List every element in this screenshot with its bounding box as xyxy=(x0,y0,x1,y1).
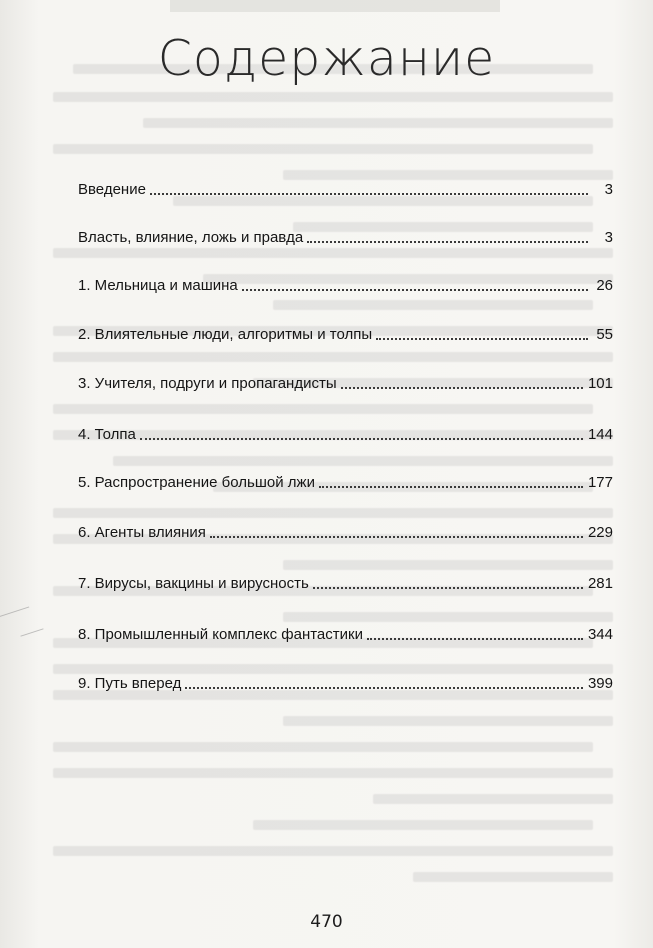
toc-entry[interactable] xyxy=(78,368,613,392)
toc-entry-title: 6. Агенты влияния xyxy=(78,524,206,541)
toc-entry-page: 144 xyxy=(587,426,613,443)
toc-entry-title: 4. Толпа xyxy=(78,426,136,443)
toc-entry[interactable] xyxy=(78,467,613,491)
toc-entry-page: 399 xyxy=(587,675,613,692)
toc-entry[interactable] xyxy=(78,319,613,343)
toc-entry[interactable] xyxy=(78,668,613,692)
toc-entry-page: 55 xyxy=(596,326,613,343)
toc-leader-dots xyxy=(367,620,583,640)
toc-leader-dots xyxy=(210,518,583,538)
toc-leader-dots xyxy=(307,223,588,243)
toc-leader-dots xyxy=(140,420,583,440)
toc-entry-title: 3. Учителя, подруги и пропагандисты xyxy=(78,375,337,392)
toc-entry-page: 101 xyxy=(587,375,613,392)
toc-leader-dots xyxy=(185,669,583,689)
toc-entry-page: 229 xyxy=(587,524,613,541)
top-edge-shadow xyxy=(170,0,500,12)
toc-leader-dots xyxy=(242,271,588,291)
toc-entry[interactable] xyxy=(78,568,613,592)
toc-entry[interactable] xyxy=(78,419,613,443)
toc-entry[interactable] xyxy=(78,517,613,541)
toc-entry-page: 344 xyxy=(587,626,613,643)
toc-entry-page: 177 xyxy=(587,474,613,491)
toc-entry-title: 1. Мельница и машина xyxy=(78,277,238,294)
toc-entry-page: 3 xyxy=(604,181,613,198)
toc-entry-page: 281 xyxy=(587,575,613,592)
toc-entry-title: 9. Путь вперед xyxy=(78,675,182,692)
page-number: 470 xyxy=(310,912,343,932)
page-title: Содержание xyxy=(157,30,496,87)
scan-edge-mark xyxy=(0,606,29,618)
toc-leader-dots xyxy=(319,468,583,488)
toc-entry-title: 8. Промышленный комплекс фантастики xyxy=(78,626,363,643)
toc-leader-dots xyxy=(376,320,588,340)
toc-entry-page: 26 xyxy=(596,277,613,294)
toc-entry[interactable] xyxy=(78,174,613,198)
toc-entry-page: 3 xyxy=(604,229,613,246)
toc-leader-dots xyxy=(313,569,583,589)
toc-entry-title: 2. Влиятельные люди, алгоритмы и толпы xyxy=(78,326,373,343)
toc-leader-dots xyxy=(150,175,588,195)
toc-entry[interactable] xyxy=(78,270,613,294)
toc-entry[interactable] xyxy=(78,619,613,643)
toc-leader-dots xyxy=(341,369,583,389)
toc-entry-title: 5. Распространение большой лжи xyxy=(78,474,315,491)
toc-entry-title: Власть, влияние, ложь и правда xyxy=(78,229,304,246)
toc-entry[interactable] xyxy=(78,222,613,246)
scan-edge-mark xyxy=(20,628,43,636)
toc-entry-title: Введение xyxy=(78,181,146,198)
toc-entry-title: 7. Вирусы, вакцины и вирусность xyxy=(78,575,309,592)
